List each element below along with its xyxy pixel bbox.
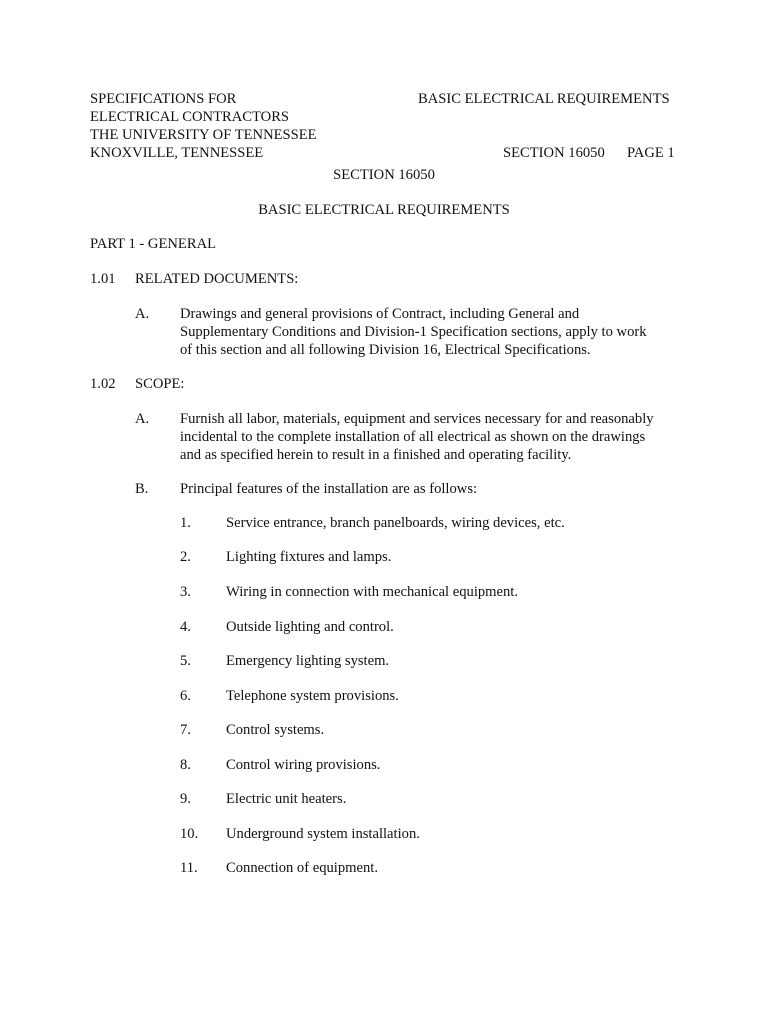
list-item-text: Underground system installation. xyxy=(226,826,420,842)
s101-a-letter: A. xyxy=(135,306,150,322)
header-line-3: THE UNIVERSITY OF TENNESSEE xyxy=(90,127,317,143)
list-item-number: 6. xyxy=(180,688,191,704)
s101-a-line-2: Supplementary Conditions and Division-1 Specification sections, apply to work xyxy=(180,324,647,340)
s102-a-line-1: Furnish all labor, materials, equipment and services necessary for and reasonably xyxy=(180,411,654,427)
list-item-number: 11. xyxy=(180,860,198,876)
s101-a-line-1: Drawings and general provisions of Contract, including General and xyxy=(180,306,580,322)
list-item-text: Wiring in connection with mechanical equipment. xyxy=(226,584,519,600)
section-title: SECTION 16050 xyxy=(333,167,435,183)
list-item-number: 3. xyxy=(180,584,191,600)
list-item-number: 7. xyxy=(180,722,191,738)
list-item-text: Control systems. xyxy=(226,722,325,738)
s101-number: 1.01 xyxy=(90,271,116,287)
s102-title: SCOPE: xyxy=(135,376,185,392)
list-item-text: Connection of equipment. xyxy=(226,860,378,876)
list-item-number: 8. xyxy=(180,757,191,773)
header-line-4: KNOXVILLE, TENNESSEE xyxy=(90,145,264,161)
s102-a-letter: A. xyxy=(135,411,150,427)
part-heading: PART 1 - GENERAL xyxy=(90,236,217,252)
list-item-number: 4. xyxy=(180,619,191,635)
header-line-2: ELECTRICAL CONTRACTORS xyxy=(90,109,290,125)
list-item-text: Control wiring provisions. xyxy=(226,757,381,773)
list-item-number: 5. xyxy=(180,653,191,669)
s101-a-line-3: of this section and all following Division 16, Electrical Specifications. xyxy=(180,342,591,358)
list-item-number: 2. xyxy=(180,549,191,565)
list-item-number: 9. xyxy=(180,791,191,807)
list-item-text: Service entrance, branch panelboards, wiring devices, etc. xyxy=(226,515,565,531)
list-item-number: 1. xyxy=(180,515,191,531)
header-page-label: PAGE 1 xyxy=(627,145,675,161)
doc-title: BASIC ELECTRICAL REQUIREMENTS xyxy=(258,202,510,218)
header-right-title: BASIC ELECTRICAL REQUIREMENTS xyxy=(418,91,670,107)
list-item-text: Outside lighting and control. xyxy=(226,619,394,635)
s102-b-text: Principal features of the installation are as follows: xyxy=(180,481,478,497)
list-item-number: 10. xyxy=(180,826,199,842)
list-item-text: Telephone system provisions. xyxy=(226,688,399,704)
s102-a-line-3: and as specified herein to result in a finished and operating facility. xyxy=(180,447,572,463)
s101-title: RELATED DOCUMENTS: xyxy=(135,271,299,287)
list-item-text: Electric unit heaters. xyxy=(226,791,347,807)
header-section-label: SECTION 16050 xyxy=(503,145,605,161)
list-item-text: Lighting fixtures and lamps. xyxy=(226,549,392,565)
s102-a-line-2: incidental to the complete installation of all electrical as shown on the drawings xyxy=(180,429,646,445)
list-item-text: Emergency lighting system. xyxy=(226,653,390,669)
s102-b-letter: B. xyxy=(135,481,149,497)
s102-number: 1.02 xyxy=(90,376,116,392)
header-line-1: SPECIFICATIONS FOR xyxy=(90,91,237,107)
